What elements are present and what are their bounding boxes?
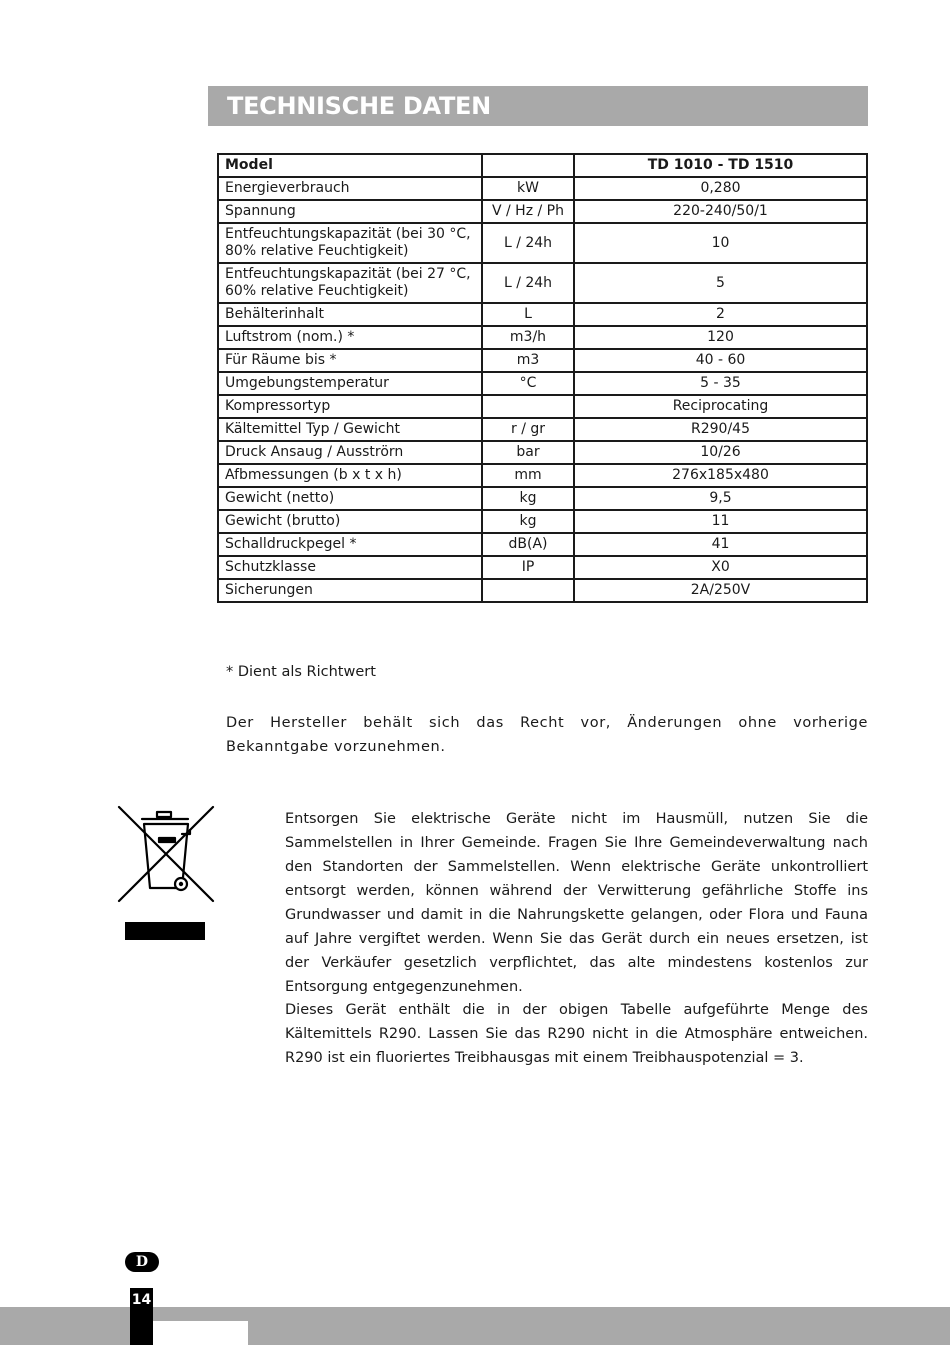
spec-table (217, 153, 868, 603)
row-label-line: Entfeuchtungskapazität (bei 27 °C, (225, 266, 471, 282)
row-value: 2A/250V (574, 579, 867, 602)
row-unit: L (482, 303, 574, 326)
table-row (218, 556, 867, 579)
row-label: Schalldruckpegel * (218, 533, 482, 556)
row-label: Für Räume bis * (218, 349, 482, 372)
page-number: 14 (131, 1292, 152, 1308)
row-label: Umgebungstemperatur (218, 372, 482, 395)
row-label: Energieverbrauch (218, 177, 482, 200)
row-unit: bar (482, 441, 574, 464)
table-row (218, 372, 867, 395)
weee-underline-bar (125, 922, 205, 940)
footnote: * Dient als Richtwert (226, 664, 376, 680)
page-title: TECHNISCHE DATEN (227, 92, 491, 120)
table-row (218, 349, 867, 372)
row-label: Gewicht (netto) (218, 487, 482, 510)
row-unit: kg (482, 510, 574, 533)
row-unit: V / Hz / Ph (482, 200, 574, 223)
row-label-line: 60% relative Feuchtigkeit) (225, 283, 409, 299)
row-label: Kompressortyp (218, 395, 482, 418)
row-label: Kältemittel Typ / Gewicht (218, 418, 482, 441)
row-value: 2 (574, 303, 867, 326)
row-value: 40 - 60 (574, 349, 867, 372)
row-unit: mm (482, 464, 574, 487)
row-value: 276x185x480 (574, 464, 867, 487)
table-row (218, 395, 867, 418)
row-label: Schutzklasse (218, 556, 482, 579)
table-row (218, 533, 867, 556)
crossed-out-wheelie-bin-icon (116, 804, 216, 904)
row-unit: dB(A) (482, 533, 574, 556)
table-header-cell (482, 154, 574, 177)
row-label (218, 263, 482, 303)
row-label: Sicherungen (218, 579, 482, 602)
row-label: Afbmessungen (b x t x h) (218, 464, 482, 487)
row-value: 41 (574, 533, 867, 556)
table-row (218, 303, 867, 326)
row-label (218, 223, 482, 263)
row-unit (482, 395, 574, 418)
row-value: 10 (574, 223, 867, 263)
row-label: Gewicht (brutto) (218, 510, 482, 533)
row-value: 9,5 (574, 487, 867, 510)
row-value: Reciprocating (574, 395, 867, 418)
disclaimer-text: Der Hersteller behält sich das Recht vor, Änderungen ohne vorherige Bekanntgabe vorzunehmen. (226, 715, 868, 755)
row-value: 0,280 (574, 177, 867, 200)
table-header-cell: Model (218, 154, 482, 177)
table-row (218, 263, 867, 303)
row-value: 5 - 35 (574, 372, 867, 395)
row-value: 10/26 (574, 441, 867, 464)
row-unit: IP (482, 556, 574, 579)
row-unit: L / 24h (482, 223, 574, 263)
row-value: X0 (574, 556, 867, 579)
row-unit (482, 579, 574, 602)
row-value: R290/45 (574, 418, 867, 441)
row-label: Behälterinhalt (218, 303, 482, 326)
table-row (218, 326, 867, 349)
table-row (218, 464, 867, 487)
table-header-row (218, 154, 867, 177)
row-label: Druck Ansaug / Ausströrn (218, 441, 482, 464)
row-value: 11 (574, 510, 867, 533)
table-row (218, 487, 867, 510)
row-value: 120 (574, 326, 867, 349)
row-label-line: 80% relative Feuchtigkeit) (225, 243, 409, 259)
row-label-line: Entfeuchtungskapazität (bei 30 °C, (225, 226, 471, 242)
footer-white-strip (153, 1321, 248, 1345)
row-unit: °C (482, 372, 574, 395)
row-label: Spannung (218, 200, 482, 223)
row-value: 5 (574, 263, 867, 303)
table-row (218, 441, 867, 464)
row-label: Luftstrom (nom.) * (218, 326, 482, 349)
table-row (218, 579, 867, 602)
table-row (218, 223, 867, 263)
row-unit: kg (482, 487, 574, 510)
disposal-paragraph: Entsorgen Sie elektrische Geräte nicht im Hausmüll, nutzen Sie die Sammelstellen in Ihrer Gemeinde. Fragen Sie Ihre Gemeindeverwaltung nach den Standorten der Sammelstellen. Wenn elektrische Geräte unkontrolliert entsorgt werden, können während der Verwitterung gefährliche Stoffe ins Grundwasser und damit in die Nahrungskette gelangen, oder Flora und Fauna auf Jahre vergiftet werden. Wenn Sie das Gerät durch ein neues ersetzen, ist der Verkäufer gesetzlich verpflichtet, das alte mindestens kostenlos zur Entsorgung entgegenzunehmen. (285, 811, 868, 995)
table-row (218, 418, 867, 441)
table-header-cell: TD 1010 - TD 1510 (574, 154, 867, 177)
row-unit: kW (482, 177, 574, 200)
table-row (218, 177, 867, 200)
row-unit: m3 (482, 349, 574, 372)
row-value: 220-240/50/1 (574, 200, 867, 223)
row-unit: L / 24h (482, 263, 574, 303)
row-unit: m3/h (482, 326, 574, 349)
row-unit: r / gr (482, 418, 574, 441)
language-badge: D (125, 1252, 159, 1272)
table-row (218, 510, 867, 533)
refrigerant-paragraph: Dieses Gerät enthält die in der obigen Tabelle aufgeführte Menge des Kältemittels R290. Lassen Sie das R290 nicht in die Atmosphäre entweichen. R290 ist ein fluoriertes Treibhausgas mit einem Treibhauspotenzial = 3. (285, 1002, 868, 1066)
title-bar (208, 86, 868, 126)
table-row (218, 200, 867, 223)
